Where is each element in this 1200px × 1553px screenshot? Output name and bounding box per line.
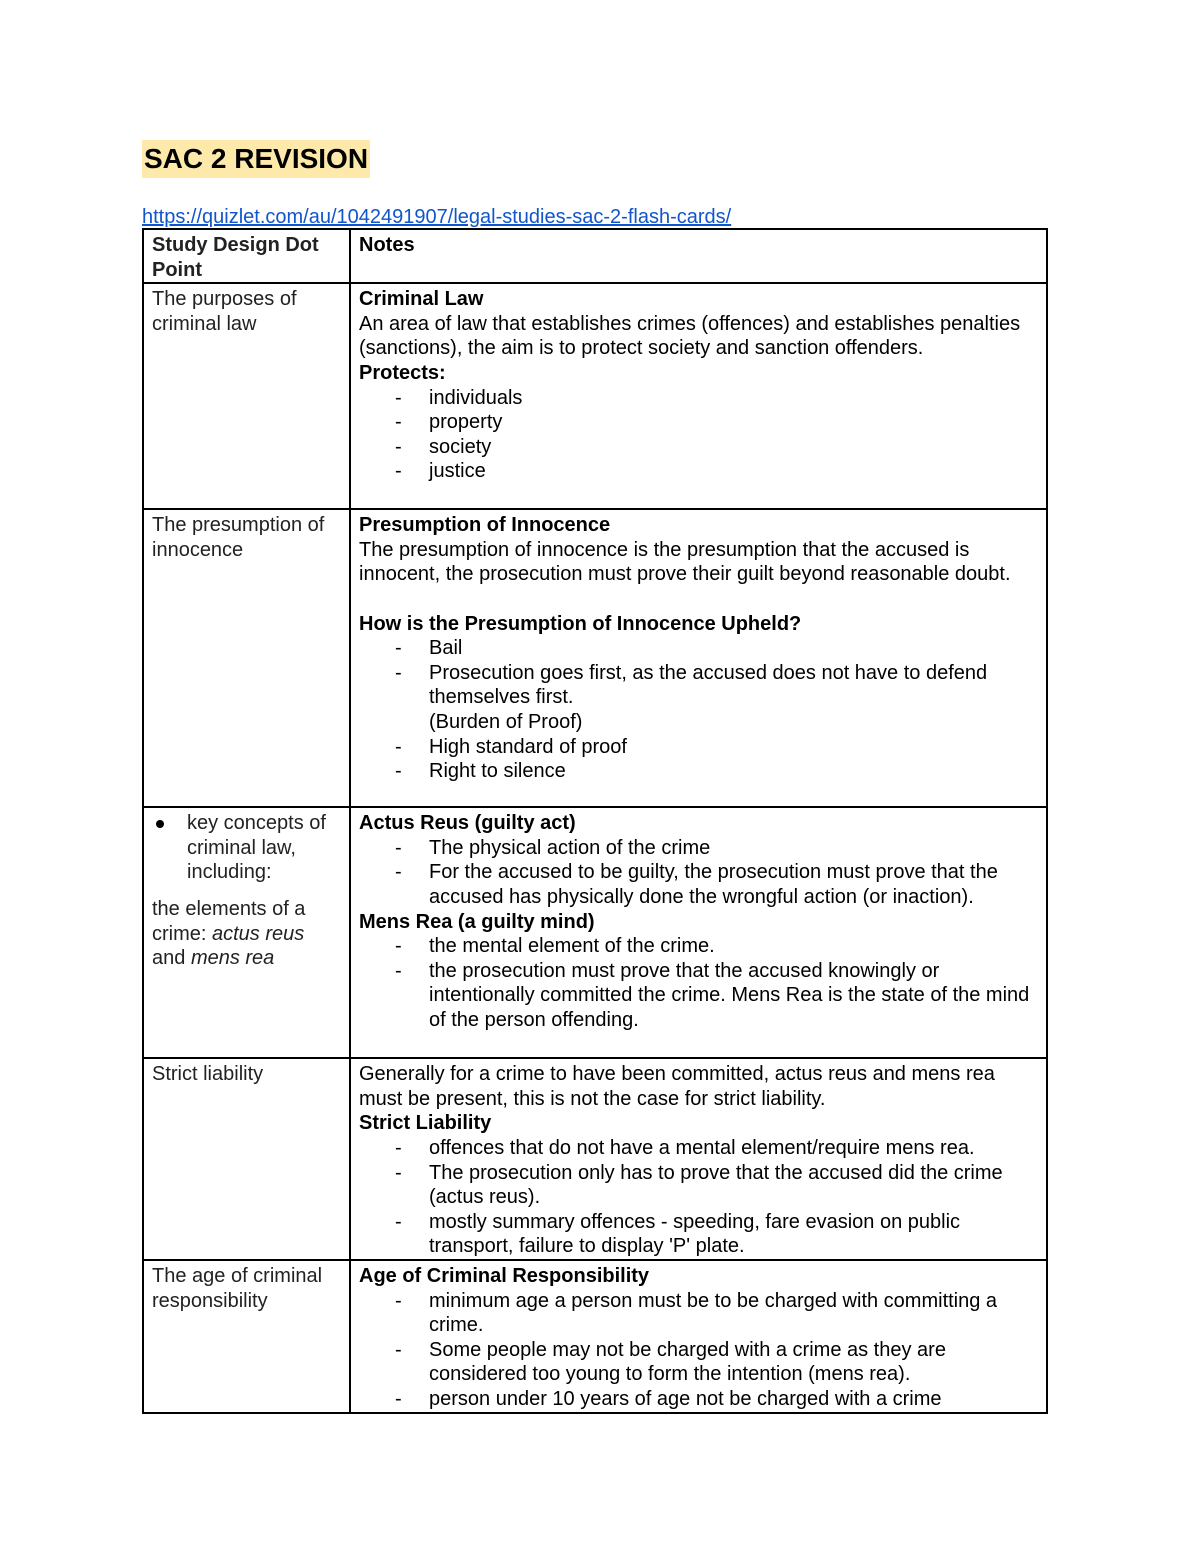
notes-heading: Mens Rea (a guilty mind) [359,910,595,933]
list-item: - person under 10 years of age not be charged with a crime [395,1387,942,1410]
dash-marker: - [395,735,402,758]
list-item: - Some people may not be charged with a crime as they are considered too young to form the intention (mens rea). [395,1338,946,1386]
dash-marker: - [395,861,402,884]
notes-heading: Presumption of Innocence [359,514,611,537]
table-row [143,1260,1047,1413]
dash-marker: - [395,836,402,859]
dot-point-text: the elements of a crime: actus reus and mens rea [152,897,306,970]
spacer [359,587,1038,612]
list-item: - Bail [395,637,463,660]
notes-cell [350,509,1047,807]
notes-subheading: Protects: [359,361,446,384]
dash-marker: - [395,935,402,958]
notes-list [359,735,1038,784]
notes-list [359,386,1038,484]
list-item: - The physical action of the crime [395,836,711,859]
notes-list [359,1289,1038,1412]
dash-marker: - [395,1136,402,1159]
revision-table [142,228,1048,1414]
table-row [143,283,1047,509]
dash-marker: - [395,1161,402,1184]
dot-point-cell: The purposes of criminal law [143,283,350,509]
quizlet-link[interactable]: https://quizlet.com/au/1042491907/legal-studies-sac-2-flash-cards/ [142,206,732,228]
dash-marker: - [395,435,402,458]
bullet-icon [156,820,164,828]
dash-marker: - [395,411,402,434]
list-item-note: (Burden of Proof) [429,710,583,733]
list-item: - High standard of proof [395,735,627,758]
notes-heading: Criminal Law [359,288,484,311]
list-item: - society [395,435,492,458]
dash-marker: - [395,1289,402,1312]
dot-point-cell: Strict liability [143,1058,350,1260]
spacer [152,885,341,897]
notes-list [359,636,1038,710]
notes-heading: Age of Criminal Responsibility [359,1264,650,1287]
dash-marker: - [395,760,402,783]
table-row [143,807,1047,1058]
list-item: - the prosecution must prove that the accused knowingly or intentionally committed the crime. Mens Rea is the state of the mind of the person offending. [395,959,1030,1031]
list-item: - the mental element of the crime. [395,935,715,958]
notes-list [359,934,1038,1032]
list-item: - justice [395,460,486,483]
header-dot-point: Study Design Dot Point [143,229,350,283]
list-item: - minimum age a person must be to be charged with committing a crime. [395,1289,998,1337]
notes-text: An area of law that establishes crimes (offences) and establishes penalties (sanctions), the aim is to protect society and sanction offenders. [359,312,1021,360]
list-item: - property [395,411,503,434]
notes-list [359,1136,1038,1259]
dash-marker: - [395,637,402,660]
dash-marker: - [395,1338,402,1361]
list-item: - Prosecution goes first, as the accused does not have to defend themselves first. [395,661,988,709]
notes-cell [350,1260,1047,1413]
notes-cell [350,807,1047,1058]
dash-marker: - [395,1210,402,1233]
list-item: - The prosecution only has to prove that the accused did the crime (actus reus). [395,1161,1003,1209]
notes-text: Generally for a crime to have been committed, actus reus and mens rea must be present, this is not the case for strict liability. [359,1063,995,1110]
dot-point-bullet: key concepts of criminal law, including: [152,811,341,885]
notes-cell [350,283,1047,509]
notes-heading: Strict Liability [359,1112,492,1135]
dash-marker: - [395,959,402,982]
list-item: - offences that do not have a mental element/require mens rea. [395,1136,975,1159]
table-header-row [143,229,1047,283]
dash-marker: - [395,460,402,483]
document-page [142,140,1048,1414]
notes-heading: Actus Reus (guilty act) [359,812,576,835]
notes-text: The presumption of innocence is the presumption that the accused is innocent, the prosecution must prove their guilt beyond reasonable doubt. [359,538,1011,586]
table-row [143,1058,1047,1260]
dash-marker: - [395,661,402,684]
dash-marker: - [395,1387,402,1410]
list-item: - For the accused to be guilty, the prosecution must prove that the accused has physically done the wrongful action (or inaction). [395,861,998,908]
header-notes: Notes [350,229,1047,283]
dot-point-cell [143,807,350,1058]
dash-marker: - [395,386,402,409]
list-item: - mostly summary offences - speeding, fare evasion on public transport, failure to display 'P' plate. [395,1210,961,1258]
notes-subheading: How is the Presumption of Innocence Upheld? [359,612,802,635]
notes-cell [350,1058,1047,1260]
dot-point-cell: The presumption of innocence [143,509,350,807]
document-title: SAC 2 REVISION [142,140,370,178]
notes-list [359,836,1038,910]
table-row [143,509,1047,807]
list-item: - Right to silence [395,760,566,783]
list-item: - individuals [395,386,523,409]
dot-point-cell: The age of criminal responsibility [143,1260,350,1413]
